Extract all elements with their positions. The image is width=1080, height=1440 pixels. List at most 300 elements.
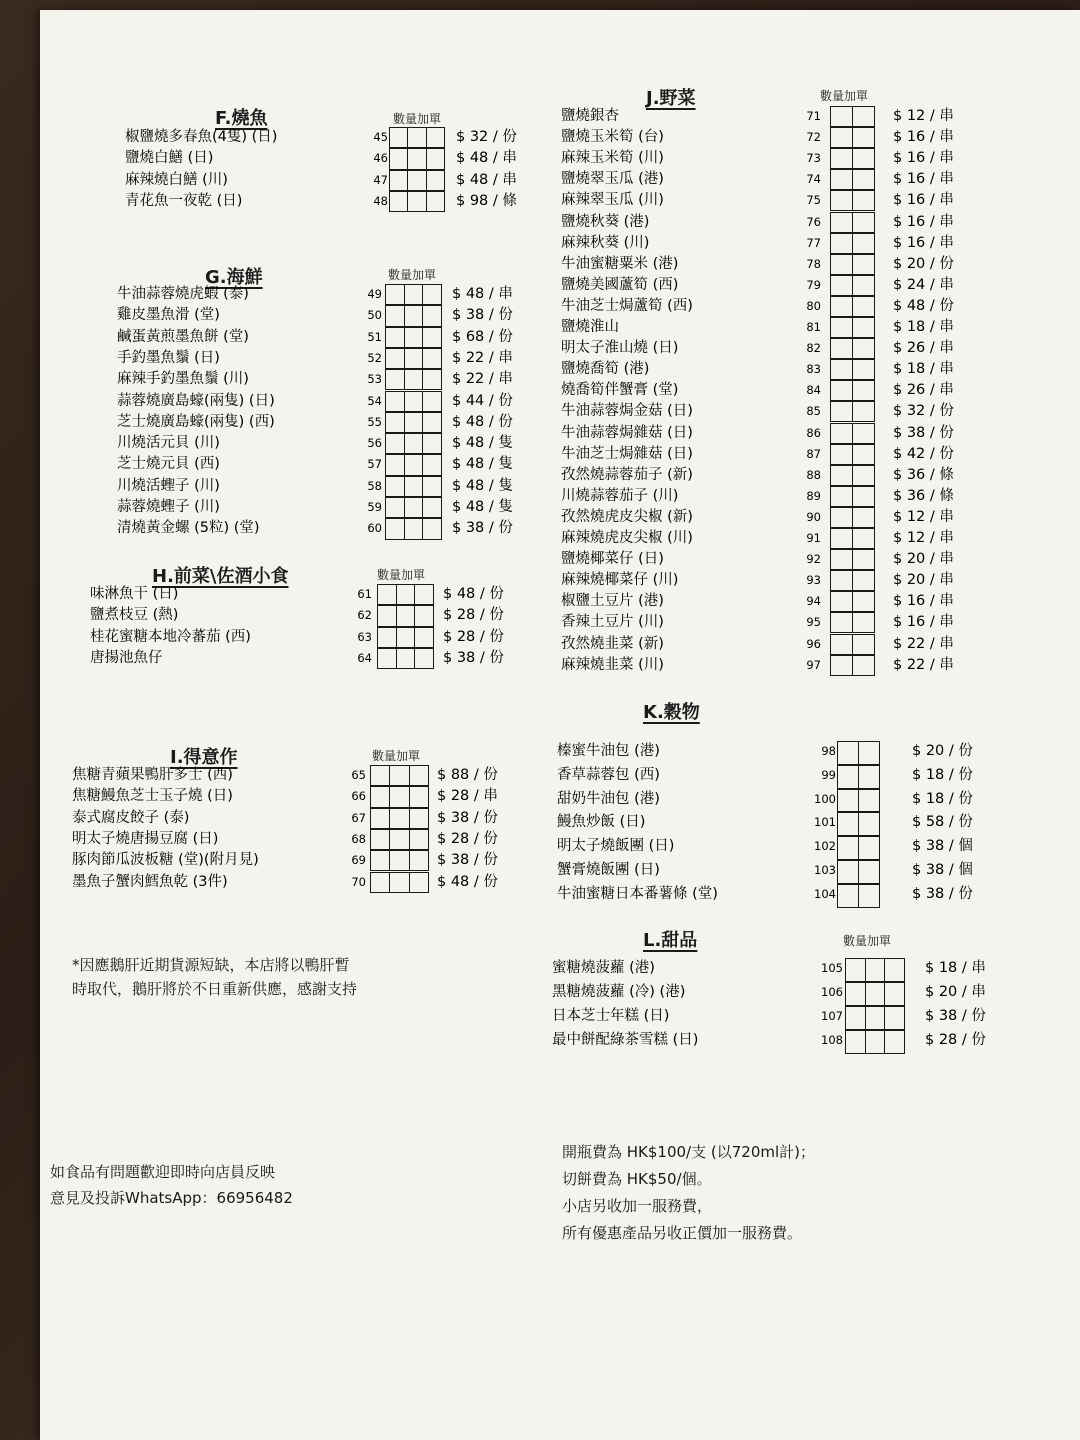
item-price: $ 22 / 串 — [452, 349, 513, 366]
item-name: 雞皮墨魚滑 (堂) — [117, 307, 220, 324]
menu-item-row — [0, 444, 1080, 465]
item-number: 59 — [367, 500, 382, 514]
menu-item-row — [0, 528, 1080, 549]
item-number: 46 — [373, 151, 388, 166]
item-number: 55 — [367, 414, 382, 429]
item-price: $ 48 / 份 — [452, 413, 513, 430]
menu-item-row — [0, 507, 1080, 528]
quantity-boxes[interactable] — [830, 444, 875, 465]
item-price: $ 36 / 條 — [893, 487, 954, 504]
quantity-cell[interactable] — [830, 423, 852, 444]
item-price: $ 18 / 串 — [893, 361, 954, 378]
item-price: $ 38 / 份 — [925, 1008, 986, 1024]
quantity-cell[interactable] — [884, 1030, 905, 1054]
item-number: 70 — [351, 874, 366, 889]
menu-item-row — [0, 106, 1080, 127]
item-price: $ 42 / 份 — [893, 445, 954, 462]
item-number: 97 — [806, 657, 821, 672]
quantity-cell[interactable] — [852, 233, 875, 254]
menu-item-row — [0, 296, 1080, 317]
item-number: 57 — [367, 457, 382, 472]
item-name: 墨魚子蟹肉鱈魚乾 (3件) — [72, 873, 228, 890]
item-number: 78 — [806, 256, 821, 271]
item-number: 92 — [806, 552, 821, 567]
item-price: $ 48 / 串 — [452, 286, 513, 302]
quantity-cell[interactable] — [830, 486, 852, 507]
quantity-boxes[interactable] — [830, 169, 875, 190]
quantity-boxes[interactable] — [830, 591, 875, 612]
quantity-cell[interactable] — [884, 958, 905, 982]
quantity-cell[interactable] — [830, 655, 852, 676]
quantity-cell[interactable] — [852, 570, 875, 591]
menu-item-row — [0, 812, 1080, 836]
menu-item-row — [0, 233, 1080, 254]
quantity-cell[interactable] — [830, 275, 852, 296]
quantity-cell[interactable] — [852, 317, 875, 338]
quantity-boxes[interactable] — [837, 741, 880, 765]
quantity-cell[interactable] — [830, 106, 852, 127]
item-number: 47 — [373, 172, 388, 187]
item-name: 牛油蒜蓉燒虎蝦 (泰) — [117, 286, 249, 302]
quantity-cell[interactable] — [830, 127, 852, 148]
item-number: 66 — [351, 789, 366, 804]
item-price: $ 48 / 隻 — [452, 499, 513, 515]
item-number: 76 — [806, 214, 821, 229]
quantity-cell[interactable] — [858, 741, 880, 765]
menu-item-row — [0, 380, 1080, 401]
quantity-cell[interactable] — [865, 1006, 885, 1030]
quantity-boxes[interactable] — [830, 655, 875, 676]
quantity-boxes[interactable] — [837, 765, 880, 789]
charges-line-3: 小店另收加一服務費， — [562, 1197, 713, 1215]
quantity-cell[interactable] — [845, 982, 865, 1006]
item-name: 鹽燒美國蘆筍 (西) — [561, 276, 679, 293]
item-name: 孜然燒虎皮尖椒 (新) — [561, 508, 693, 525]
quantity-boxes[interactable] — [845, 1030, 905, 1054]
quantity-cell[interactable] — [830, 212, 852, 233]
item-price: $ 32 / 份 — [456, 129, 517, 145]
item-price: $ 18 / 串 — [893, 319, 954, 335]
quantity-cell[interactable] — [858, 812, 880, 836]
quantity-cell[interactable] — [852, 401, 875, 422]
item-number: 82 — [806, 341, 821, 356]
item-price: $ 16 / 串 — [893, 129, 954, 146]
item-number: 75 — [806, 193, 821, 208]
qty-header-specials: 數量加單 — [372, 749, 421, 763]
quantity-cell[interactable] — [830, 148, 852, 169]
menu-item-row — [0, 254, 1080, 275]
feedback-line-1: 如食品有問題歡迎即時向店員反映 — [50, 1163, 276, 1181]
menu-item-row — [0, 765, 1080, 789]
item-price: $ 38 / 個 — [912, 862, 973, 878]
item-price: $ 28 / 份 — [925, 1032, 986, 1048]
item-name: 牛油蜜糖粟米 (港) — [561, 255, 679, 272]
section-title-specials: I.得意作 — [170, 747, 238, 768]
quantity-boxes[interactable] — [837, 836, 880, 860]
item-price: $ 20 / 串 — [893, 551, 954, 568]
quantity-boxes[interactable] — [830, 401, 875, 422]
quantity-cell[interactable] — [845, 1030, 865, 1054]
item-name: 甜奶牛油包 (港) — [557, 790, 660, 807]
quantity-boxes[interactable] — [830, 359, 875, 380]
item-number: 103 — [814, 863, 836, 877]
item-name: 麻辣燒白鱔 (川) — [125, 171, 228, 188]
item-number: 58 — [367, 478, 382, 493]
item-name: 泰式腐皮餃子 (泰) — [72, 809, 190, 826]
item-price: $ 20 / 份 — [912, 743, 973, 759]
item-number: 52 — [367, 350, 382, 365]
item-price: $ 48 / 隻 — [452, 477, 513, 494]
quantity-cell[interactable] — [830, 359, 852, 380]
qty-header-appetizers: 數量加單 — [377, 568, 426, 582]
qty-header-fish: 數量加單 — [393, 112, 442, 126]
quantity-cell[interactable] — [865, 1030, 885, 1054]
quantity-boxes[interactable] — [830, 549, 875, 570]
quantity-cell[interactable] — [852, 549, 875, 570]
menu-item-row — [0, 612, 1080, 633]
item-number: 54 — [367, 393, 382, 408]
qty-header-desserts: 數量加單 — [843, 934, 892, 948]
quantity-cell[interactable] — [884, 1006, 905, 1030]
quantity-cell[interactable] — [830, 338, 852, 359]
quantity-cell[interactable] — [852, 612, 875, 633]
quantity-cell[interactable] — [830, 190, 852, 211]
item-number: 108 — [821, 1033, 843, 1047]
quantity-cell[interactable] — [837, 812, 858, 836]
section-title-fish: F.燒魚 — [215, 108, 268, 129]
item-number: 60 — [367, 521, 382, 536]
item-price: $ 48 / 隻 — [452, 435, 513, 452]
menu-item-row — [0, 212, 1080, 233]
item-number: 81 — [806, 320, 821, 334]
item-price: $ 38 / 份 — [437, 809, 498, 826]
section-title-desserts: L.甜品 — [643, 930, 698, 951]
item-number: 83 — [806, 362, 821, 377]
item-number: 101 — [814, 815, 836, 830]
quantity-cell[interactable] — [852, 359, 875, 380]
item-number: 104 — [814, 886, 836, 901]
quantity-boxes[interactable] — [830, 486, 875, 507]
quantity-boxes[interactable] — [837, 789, 880, 813]
item-name: 青花魚一夜乾 (日) — [125, 192, 243, 209]
quantity-cell[interactable] — [852, 254, 875, 275]
quantity-boxes[interactable] — [830, 423, 875, 444]
quantity-cell[interactable] — [858, 836, 880, 860]
item-name: 鹽燒秋葵 (港) — [561, 213, 650, 230]
quantity-cell[interactable] — [852, 148, 875, 169]
item-name: 孜然燒蒜蓉茄子 (新) — [561, 466, 693, 483]
item-price: $ 38 / 份 — [452, 307, 513, 324]
item-number: 72 — [806, 130, 821, 145]
quantity-cell[interactable] — [858, 765, 880, 789]
item-number: 50 — [367, 308, 382, 323]
quantity-cell[interactable] — [830, 444, 852, 465]
item-name: 焦糖鰻魚芝士玉子燒 (日) — [72, 788, 233, 805]
item-price: $ 12 / 串 — [893, 108, 954, 124]
item-price: $ 48 / 隻 — [452, 456, 513, 473]
item-name: 孜然燒韭菜 (新) — [561, 635, 664, 652]
item-price: $ 16 / 串 — [893, 614, 954, 631]
item-name: 椒鹽土豆片 (港) — [561, 593, 664, 610]
quantity-cell[interactable] — [852, 486, 875, 507]
item-name: 蒜蓉燒廣島蠔(兩隻) (日) — [117, 392, 275, 409]
item-number: 102 — [814, 839, 836, 854]
section-title-vegetables: J.野菜 — [646, 88, 696, 109]
quantity-cell[interactable] — [830, 380, 852, 401]
item-price: $ 24 / 串 — [893, 276, 954, 293]
item-number: 105 — [821, 961, 843, 975]
quantity-cell[interactable] — [852, 423, 875, 444]
item-name: 牛油蒜蓉焗金菇 (日) — [561, 403, 693, 420]
quantity-boxes[interactable] — [830, 296, 875, 317]
item-name: 牛油蒜蓉焗雜菇 (日) — [561, 424, 693, 441]
item-name: 明太子淮山燒 (日) — [561, 340, 679, 357]
section-title-grains: K.穀物 — [643, 702, 700, 723]
quantity-boxes[interactable] — [830, 190, 875, 211]
quantity-cell[interactable] — [852, 465, 875, 486]
section-title-appetizers: H.前菜\佐酒小食 — [152, 566, 289, 587]
quantity-cell[interactable] — [852, 528, 875, 549]
item-price: $ 26 / 串 — [893, 340, 954, 357]
quantity-cell[interactable] — [830, 296, 852, 317]
item-number: 94 — [806, 594, 821, 609]
quantity-cell[interactable] — [852, 634, 875, 655]
item-number: 49 — [367, 287, 382, 301]
item-price: $ 44 / 份 — [452, 392, 513, 409]
item-number: 95 — [806, 615, 821, 630]
quantity-boxes[interactable] — [830, 465, 875, 486]
quantity-boxes[interactable] — [830, 507, 875, 528]
item-name: 川燒蒜蓉茄子 (川) — [561, 487, 679, 504]
menu-item-row — [0, 169, 1080, 190]
quantity-cell[interactable] — [837, 765, 858, 789]
quantity-cell[interactable] — [830, 570, 852, 591]
menu-item-row — [0, 836, 1080, 860]
item-name: 牛油蜜糖日本番薯條 (堂) — [557, 885, 718, 902]
quantity-cell[interactable] — [852, 380, 875, 401]
item-name: 日本芝士年糕 (日) — [552, 1008, 670, 1024]
item-name: 牛油芝士焗蘆筍 (西) — [561, 297, 693, 314]
quantity-cell[interactable] — [852, 106, 875, 127]
quantity-cell[interactable] — [837, 860, 858, 884]
quantity-cell[interactable] — [830, 254, 852, 275]
quantity-cell[interactable] — [830, 612, 852, 633]
quantity-boxes[interactable] — [830, 233, 875, 254]
quantity-boxes[interactable] — [830, 380, 875, 401]
quantity-boxes[interactable] — [837, 812, 880, 836]
quantity-cell[interactable] — [865, 958, 885, 982]
item-name: 鹽燒淮山 — [561, 319, 619, 335]
quantity-cell[interactable] — [852, 591, 875, 612]
item-number: 45 — [373, 130, 388, 144]
quantity-cell[interactable] — [837, 884, 858, 908]
item-number: 62 — [357, 608, 372, 623]
quantity-boxes[interactable] — [837, 860, 880, 884]
item-name: 芝士燒廣島蠔(兩隻) (西) — [117, 413, 275, 430]
menu-item-row — [0, 884, 1080, 908]
quantity-cell[interactable] — [852, 296, 875, 317]
item-price: $ 18 / 份 — [912, 766, 973, 783]
quantity-cell[interactable] — [837, 836, 858, 860]
quantity-boxes[interactable] — [837, 884, 880, 908]
quantity-cell[interactable] — [845, 958, 865, 982]
quantity-boxes[interactable] — [830, 148, 875, 169]
item-number: 89 — [806, 488, 821, 503]
item-price: $ 16 / 串 — [893, 171, 954, 188]
item-price: $ 32 / 份 — [893, 403, 954, 420]
menu-item-row — [0, 465, 1080, 486]
quantity-boxes[interactable] — [845, 982, 905, 1006]
item-price: $ 48 / 串 — [456, 150, 517, 167]
quantity-cell[interactable] — [858, 789, 880, 813]
item-number: 69 — [351, 853, 366, 868]
item-name: 明太子燒飯團 (日) — [557, 838, 675, 855]
quantity-cell[interactable] — [830, 465, 852, 486]
quantity-boxes[interactable] — [830, 212, 875, 233]
item-number: 56 — [367, 436, 382, 451]
quantity-cell[interactable] — [845, 1006, 865, 1030]
item-name: 鹹蛋黃煎墨魚餅 (堂) — [117, 328, 249, 345]
quantity-boxes[interactable] — [830, 317, 875, 338]
menu-item-row — [0, 549, 1080, 570]
quantity-boxes[interactable] — [830, 570, 875, 591]
menu-item-row — [0, 570, 1080, 591]
quantity-cell[interactable] — [837, 789, 858, 813]
quantity-cell[interactable] — [858, 860, 880, 884]
item-name: 唐揚池魚仔 — [90, 649, 163, 666]
item-number: 53 — [367, 372, 382, 387]
item-name: 麻辣燒韭菜 (川) — [561, 656, 664, 673]
item-name: 鰻魚炒飯 (日) — [557, 814, 646, 831]
quantity-boxes[interactable] — [845, 958, 905, 982]
item-number: 98 — [821, 744, 836, 758]
quantity-cell[interactable] — [858, 884, 880, 908]
quantity-cell[interactable] — [852, 127, 875, 148]
item-price: $ 20 / 串 — [893, 572, 954, 589]
menu-item-row — [0, 127, 1080, 148]
quantity-cell[interactable] — [852, 275, 875, 296]
item-number: 90 — [806, 509, 821, 524]
item-price: $ 20 / 份 — [893, 255, 954, 272]
item-price: $ 88 / 份 — [437, 767, 498, 783]
qty-header-vegetables: 數量加單 — [820, 89, 869, 103]
quantity-cell[interactable] — [830, 317, 852, 338]
menu-item-row — [0, 634, 1080, 655]
menu-item-row — [0, 190, 1080, 211]
charges-line-1: 開瓶費為 HK$100/支 (以720ml計)； — [562, 1143, 815, 1161]
quantity-cell[interactable] — [852, 190, 875, 211]
item-number: 93 — [806, 573, 821, 588]
item-name: 麻辣燒椰菜仔 (川) — [561, 572, 679, 589]
menu-item-row — [0, 741, 1080, 765]
quantity-cell[interactable] — [837, 741, 858, 765]
quantity-cell[interactable] — [852, 338, 875, 359]
quantity-cell[interactable] — [852, 507, 875, 528]
quantity-cell[interactable] — [830, 634, 852, 655]
item-price: $ 28 / 份 — [443, 607, 504, 624]
quantity-boxes[interactable] — [830, 106, 875, 127]
item-price: $ 48 / 串 — [456, 171, 517, 188]
quantity-boxes[interactable] — [830, 634, 875, 655]
item-price: $ 38 / 份 — [912, 885, 973, 902]
item-name: 榛蜜牛油包 (港) — [557, 743, 660, 759]
quantity-cell[interactable] — [884, 982, 905, 1006]
item-number: 61 — [357, 587, 372, 601]
menu-item-row — [0, 789, 1080, 813]
quantity-cell[interactable] — [830, 507, 852, 528]
menu-item-row — [0, 317, 1080, 338]
item-name: 麻辣秋葵 (川) — [561, 234, 650, 251]
item-number: 77 — [806, 235, 821, 250]
quantity-cell[interactable] — [865, 982, 885, 1006]
item-name: 鹽燒銀杏 — [561, 108, 619, 124]
quantity-cell[interactable] — [852, 444, 875, 465]
item-number: 86 — [806, 425, 821, 440]
menu-item-row — [0, 860, 1080, 884]
quantity-cell[interactable] — [852, 169, 875, 190]
quantity-cell[interactable] — [830, 591, 852, 612]
item-name: 蟹膏燒飯團 (日) — [557, 862, 660, 878]
item-price: $ 20 / 串 — [925, 984, 986, 1000]
quantity-boxes[interactable] — [830, 127, 875, 148]
menu-item-row — [0, 359, 1080, 380]
item-price: $ 98 / 條 — [456, 192, 517, 209]
item-number: 106 — [821, 985, 843, 999]
item-name: 鹽燒玉米筍 (台) — [561, 129, 664, 146]
item-price: $ 16 / 串 — [893, 192, 954, 209]
item-name: 麻辣手釣墨魚鬚 (川) — [117, 371, 249, 388]
quantity-cell[interactable] — [830, 233, 852, 254]
quantity-boxes[interactable] — [830, 254, 875, 275]
item-price: $ 28 / 份 — [443, 628, 504, 645]
item-number: 91 — [806, 531, 821, 545]
quantity-cell[interactable] — [830, 169, 852, 190]
item-number: 71 — [806, 109, 821, 123]
quantity-boxes[interactable] — [845, 1006, 905, 1030]
quantity-cell[interactable] — [852, 212, 875, 233]
quantity-boxes[interactable] — [830, 528, 875, 549]
quantity-boxes[interactable] — [830, 275, 875, 296]
menu-item-row — [0, 148, 1080, 169]
item-price: $ 16 / 串 — [893, 234, 954, 251]
quantity-cell[interactable] — [830, 549, 852, 570]
quantity-cell[interactable] — [830, 528, 852, 549]
item-name: 味淋魚干 (日) — [90, 586, 179, 602]
item-price: $ 12 / 串 — [893, 530, 954, 546]
item-price: $ 38 / 份 — [893, 424, 954, 441]
item-price: $ 28 / 份 — [437, 830, 498, 847]
item-price: $ 12 / 串 — [893, 508, 954, 525]
quantity-cell[interactable] — [830, 401, 852, 422]
quantity-boxes[interactable] — [830, 338, 875, 359]
item-number: 73 — [806, 151, 821, 166]
quantity-cell[interactable] — [852, 655, 875, 676]
item-number: 99 — [821, 767, 836, 782]
item-price: $ 22 / 串 — [452, 371, 513, 388]
menu-item-row — [0, 423, 1080, 444]
item-price: $ 18 / 串 — [925, 960, 986, 976]
item-name: 鹽燒喬筍 (港) — [561, 361, 650, 378]
item-number: 63 — [357, 629, 372, 644]
item-price: $ 38 / 份 — [437, 852, 498, 869]
quantity-boxes[interactable] — [830, 612, 875, 633]
duck-liver-note-line-1: *因應鵝肝近期貨源短缺，本店將以鴨肝暫 — [72, 956, 350, 974]
item-price: $ 48 / 份 — [437, 873, 498, 890]
item-price: $ 16 / 串 — [893, 213, 954, 230]
item-price: $ 38 / 份 — [443, 649, 504, 666]
item-number: 84 — [806, 383, 821, 398]
item-name: 牛油芝士焗雜菇 (日) — [561, 445, 693, 462]
